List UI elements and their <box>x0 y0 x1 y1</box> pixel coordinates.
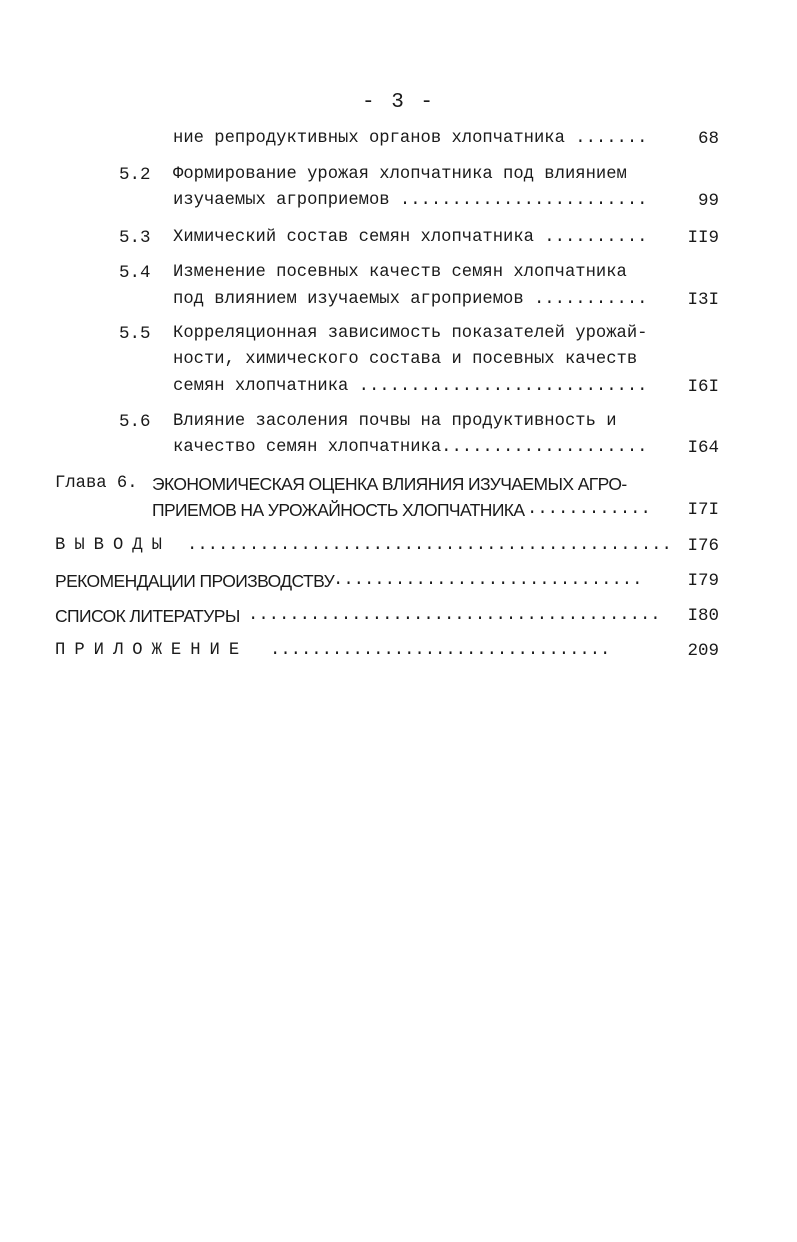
toc-entry-5-5-line1: Корреляционная зависимость показателей урожай- <box>173 324 648 343</box>
toc-entry-5-6-line2: качество семян хлопчатника.................... <box>173 438 648 457</box>
toc-chapter-6-line1: ЭКОНОМИЧЕСКАЯ ОЦЕНКА ВЛИЯНИЯ ИЗУЧАЕМЫХ АГРО- <box>152 474 627 494</box>
toc-recommendations-label: РЕКОМЕНДАЦИИ ПРОИЗВОДСТВУ <box>55 571 335 591</box>
toc-chapter-6-line2: ПРИЕМОВ НА УРОЖАЙНОСТЬ ХЛОПЧАТНИКА <box>152 500 525 520</box>
toc-number-5-3: 5.3 <box>119 228 151 248</box>
toc-entry-5-2-line2: изучаемых агроприемов ........................ <box>173 191 648 210</box>
page-number: - 3 - <box>361 91 435 114</box>
toc-page-5-4: I3I <box>687 290 719 310</box>
toc-page-5-6: I64 <box>687 438 719 458</box>
toc-number-5-6: 5.6 <box>119 412 151 432</box>
toc-number-5-5: 5.5 <box>119 324 151 344</box>
toc-page-5-3: II9 <box>687 228 719 248</box>
toc-appendix-dots: ................................. <box>270 641 611 660</box>
toc-page-references: I80 <box>687 606 719 626</box>
toc-entry-5-4-line2: под влиянием изучаемых агроприемов ........... <box>173 290 648 309</box>
toc-chapter-6-dots: ............ <box>527 500 651 519</box>
toc-number-5-4: 5.4 <box>119 263 151 283</box>
toc-entry-5-4-line1: Изменение посевных качеств семян хлопчатника <box>173 263 627 282</box>
toc-conclusions-label: ВЫВОДЫ <box>55 536 171 555</box>
toc-page-conclusions: I76 <box>687 536 719 556</box>
toc-page-recommendations: I79 <box>687 571 719 591</box>
toc-references-label: СПИСОК ЛИТЕРАТУРЫ <box>55 606 240 626</box>
toc-conclusions-dots: ............................................... <box>187 536 672 555</box>
toc-page-appendix: 209 <box>687 641 719 661</box>
toc-page-5-5: I6I <box>687 377 719 397</box>
toc-entry-5-1-continuation: ние репродуктивных органов хлопчатника ....... <box>173 129 648 148</box>
toc-page-chapter-6: I7I <box>687 500 719 520</box>
toc-entry-5-5-line3: семян хлопчатника ............................ <box>173 377 648 396</box>
toc-references-dots: ........................................ <box>248 606 661 625</box>
toc-entry-5-5-line2: ности, химического состава и посевных качеств <box>173 350 638 369</box>
toc-chapter-6-label: Глава 6. <box>55 474 138 493</box>
toc-page-5-2: 99 <box>697 191 719 211</box>
toc-appendix-label: ПРИЛОЖЕНИЕ <box>55 641 249 660</box>
toc-entry-5-3-line1: Химический состав семян хлопчатника .......... <box>173 228 648 247</box>
toc-page-5-1: 68 <box>697 129 719 149</box>
toc-recommendations-dots: .............................. <box>333 571 643 590</box>
toc-entry-5-2-line1: Формирование урожая хлопчатника под влиянием <box>173 165 627 184</box>
toc-entry-5-6-line1: Влияние засоления почвы на продуктивность и <box>173 412 617 431</box>
toc-number-5-2: 5.2 <box>119 165 151 185</box>
